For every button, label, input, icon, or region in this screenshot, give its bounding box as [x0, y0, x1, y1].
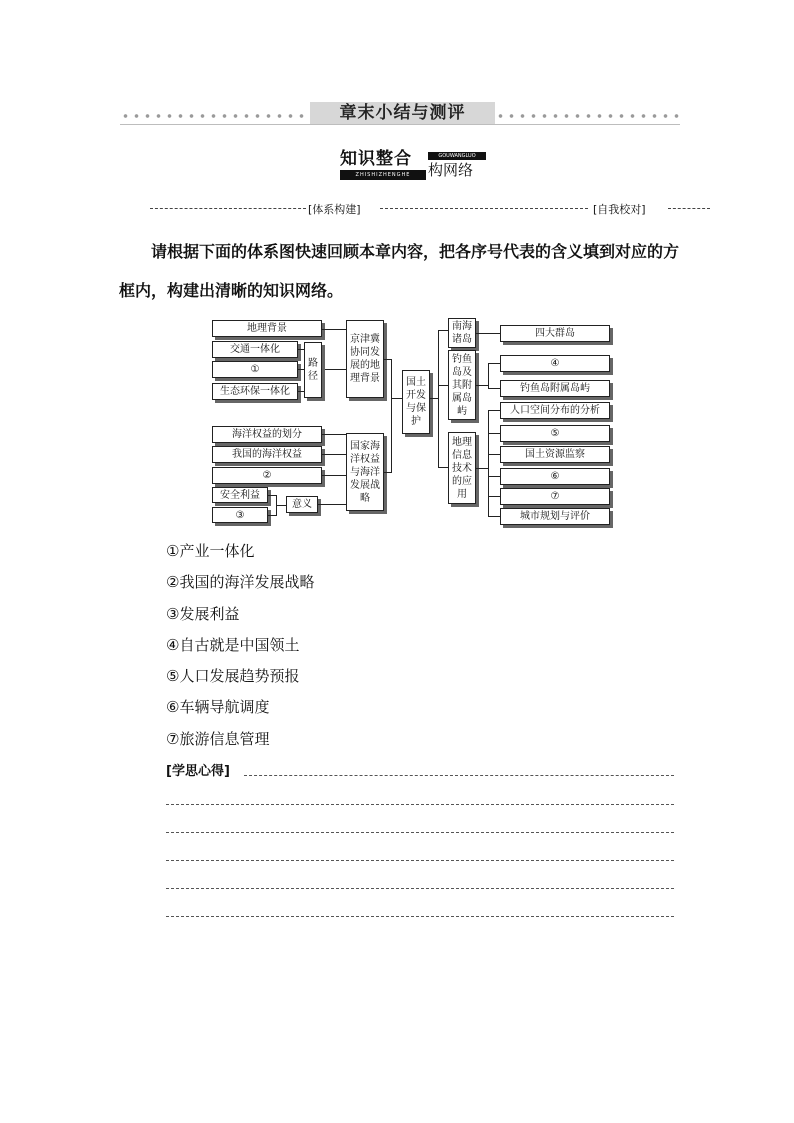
box-path: 路径 [304, 342, 322, 398]
badge-main [340, 148, 426, 182]
box-geo-background: 地理背景 [212, 320, 322, 337]
answer-item: ①产业一体化 [166, 542, 255, 560]
answer-list [166, 538, 314, 757]
box-diaoyu-islets: 钓鱼岛附属岛屿 [500, 380, 610, 397]
answer-item: ⑤人口发展趋势预报 [166, 667, 300, 686]
box-ocean-strategy: 国家海洋权益与海洋发展战略 [346, 433, 384, 511]
box-nanhai: 南海诸岛 [448, 318, 476, 348]
dash-line [380, 208, 588, 209]
banner-dots-left [120, 114, 310, 118]
instruction-text: 请根据下面的体系图快速回顾本章内容，把各序号代表的含义填到对应的方框内，构建出清晰的知识网络。 [119, 242, 680, 300]
box-urban-planning: 城市规划与评价 [500, 508, 610, 525]
tag-self-check: [自我校对] [593, 203, 646, 216]
chapter-banner [120, 100, 680, 128]
box-land-monitoring: 国土资源监察 [500, 446, 610, 463]
note-line[interactable] [166, 804, 674, 805]
answer-item: ④自古就是中国领土 [166, 635, 300, 654]
answer-item: ⑦旅游信息管理 [166, 729, 270, 748]
box-blank-2: ② [212, 467, 322, 484]
tag-system-build: [体系构建] [308, 203, 361, 216]
chapter-title: 章末小结与测评 [310, 102, 495, 124]
box-security: 安全利益 [212, 487, 268, 503]
box-blank-1: ① [212, 361, 298, 378]
badge-sub-pinyin: GOUWANGLUO [428, 152, 486, 160]
box-diaoyu: 钓鱼岛及其附属岛屿 [448, 350, 476, 420]
note-line[interactable] [244, 775, 674, 776]
note-line[interactable] [166, 888, 674, 889]
badge-sub-text: 构网络 [428, 161, 474, 179]
box-blank-5: ⑤ [500, 425, 610, 442]
answer-item: ②我国的海洋发展战略 [166, 573, 315, 592]
box-blank-3: ③ [212, 507, 268, 523]
answer-item: ⑥车辆导航调度 [166, 698, 270, 717]
note-line[interactable] [166, 832, 674, 833]
box-eco: 生态环保一体化 [212, 383, 298, 400]
badge-main-pinyin: ZHISHIZHENGHE [340, 170, 426, 180]
dash-line [668, 208, 710, 209]
box-ocean-division: 海洋权益的划分 [212, 426, 322, 443]
box-transport: 交通一体化 [212, 341, 298, 358]
box-population-analysis: 人口空间分布的分析 [500, 402, 610, 419]
box-four-groups: 四大群岛 [500, 325, 610, 342]
box-jjj: 京津冀协同发展的地理背景 [346, 320, 384, 398]
banner-line [120, 124, 680, 125]
notes-title: [学思心得] [166, 764, 230, 779]
box-blank-6: ⑥ [500, 468, 610, 485]
badge-main-text: 知识整合 [340, 149, 412, 169]
answer-item: ③发展利益 [166, 604, 240, 623]
box-geo-tech: 地理信息技术的应用 [448, 432, 476, 504]
box-blank-7: ⑦ [500, 488, 610, 505]
box-blank-4: ④ [500, 355, 610, 372]
note-line[interactable] [166, 916, 674, 917]
badge-sub [428, 152, 486, 180]
box-meaning: 意义 [286, 496, 318, 513]
dash-line [150, 208, 306, 209]
note-line[interactable] [166, 860, 674, 861]
banner-dots-right [495, 114, 680, 118]
box-center: 国土开发与保护 [402, 370, 430, 434]
box-ocean-rights: 我国的海洋权益 [212, 446, 322, 463]
